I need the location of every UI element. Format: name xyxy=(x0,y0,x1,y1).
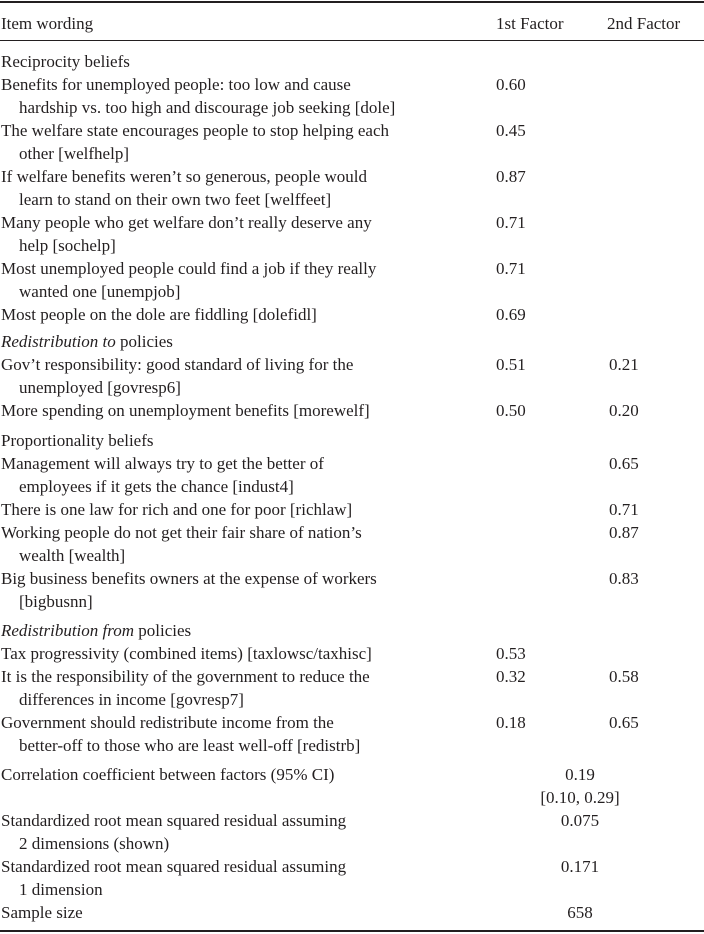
factor2-value: 0.71 xyxy=(609,500,639,519)
srmr-1dim-value: 0.171 xyxy=(560,857,600,876)
factor1-value: 0.50 xyxy=(496,401,526,420)
bottom-rule xyxy=(0,930,704,932)
factor1-value: 0.71 xyxy=(496,213,526,232)
factor1-value: 0.60 xyxy=(496,75,526,94)
factor1-value: 0.32 xyxy=(496,667,526,686)
correlation-value: 0.19 xyxy=(565,765,595,784)
factor2-value: 0.83 xyxy=(609,569,639,588)
factor2-value: 0.20 xyxy=(609,401,639,420)
header-2nd-factor: 2nd Factor xyxy=(607,14,681,33)
correlation-ci: [0.10, 0.29] xyxy=(540,788,620,807)
factor1-value: 0.53 xyxy=(496,644,526,663)
factor1-value: 0.71 xyxy=(496,259,526,278)
factor1-value: 0.87 xyxy=(496,167,526,186)
top-rule xyxy=(0,1,704,3)
header-1st-factor: 1st Factor xyxy=(496,14,564,33)
sample-size-value: 658 xyxy=(567,903,593,922)
factor1-value: 0.45 xyxy=(496,121,526,140)
factor1-value: 0.18 xyxy=(496,713,526,732)
factor2-value: 0.21 xyxy=(609,355,639,374)
header-item-wording: Item wording xyxy=(1,14,94,33)
factor2-value: 0.65 xyxy=(609,454,639,473)
header-rule xyxy=(0,40,704,41)
factor2-value: 0.65 xyxy=(609,713,639,732)
factor2-value: 0.58 xyxy=(609,667,639,686)
factor1-value: 0.51 xyxy=(496,355,526,374)
factor2-value: 0.87 xyxy=(609,523,639,542)
srmr-2dim-value: 0.075 xyxy=(560,811,600,830)
factor1-value: 0.69 xyxy=(496,305,526,324)
